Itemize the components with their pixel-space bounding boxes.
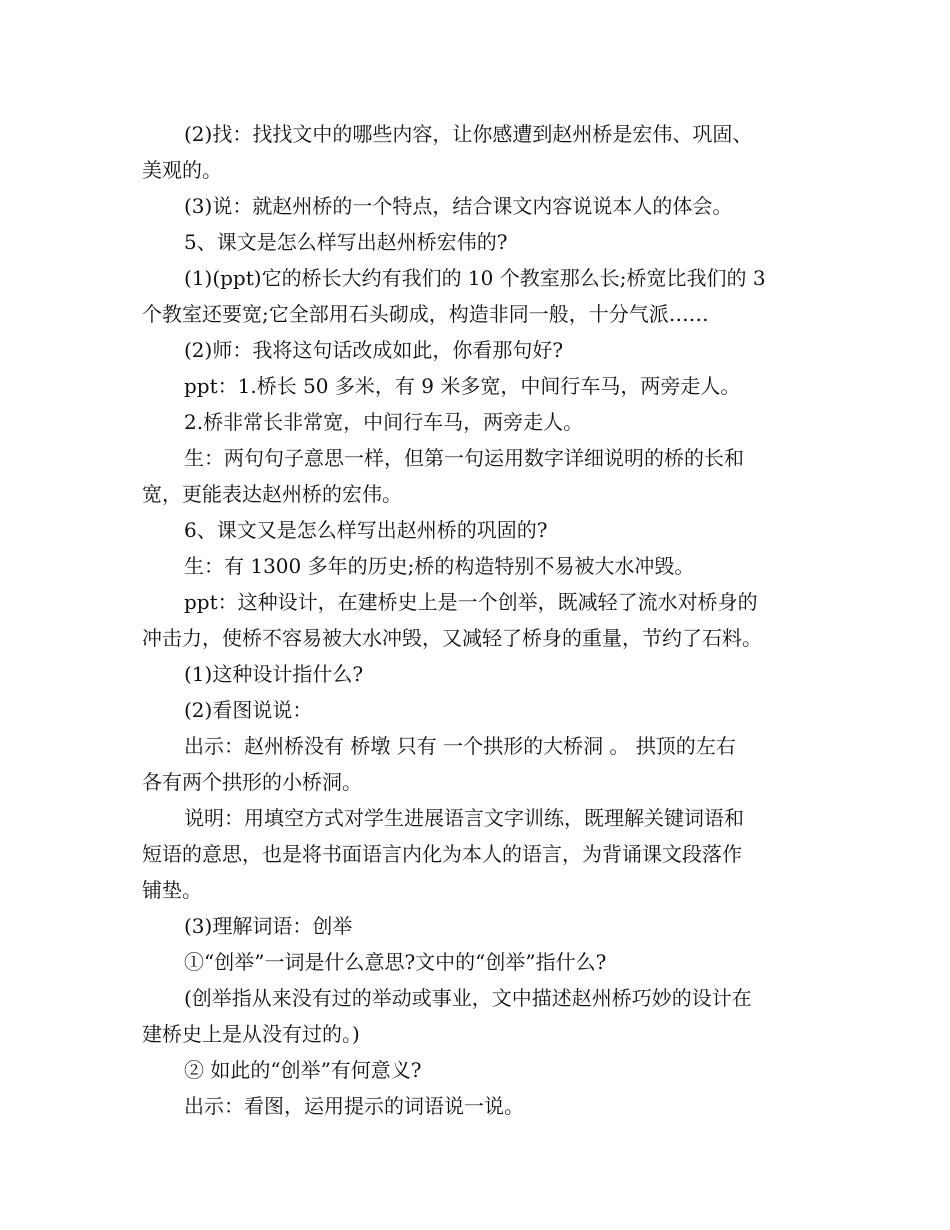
paragraph [142,800,812,908]
paragraph [142,512,812,548]
text-line: 2.桥非常长非常宽，中间行车马，两旁走人。 [184,410,584,434]
text-line: 宽，更能表达赵州桥的宏伟。 [142,482,402,506]
text-line: ppt：1.桥长 50 多米，有 9 米多宽，中间行车马，两旁走人。 [184,374,741,398]
text-line: (2)看图说说： [184,698,313,722]
text-line: 铺垫。 [142,878,202,902]
text-line: (2)找：找找文中的哪些内容，让你感遭到赵州桥是宏伟、巩固、 [184,122,753,146]
text-line: 美观的。 [142,158,222,182]
text-line: 各有两个拱形的小桥洞。 [142,770,362,794]
text-line: 短语的意思，也是将书面语言内化为本人的语言，为背诵课文段落作 [142,842,742,866]
paragraph [142,404,812,440]
paragraph [142,224,812,260]
text-line: ppt：这种设计，在建桥史上是一个创举，既减轻了流水对桥身的 [184,590,758,614]
paragraph [142,728,812,800]
paragraph [142,440,812,512]
paragraph [142,548,812,584]
text-line: ② 如此的“创举”有何意义? [184,1058,422,1082]
text-line: 说明：用填空方式对学生进展语言文字训练，既理解关键词语和 [184,806,744,830]
paragraph [142,584,812,656]
paragraph [142,908,812,944]
paragraph [142,656,812,692]
text-line: 生：有 1300 多年的历史;桥的构造特别不易被大水冲毁。 [184,554,695,578]
text-line: (3)说：就赵州桥的一个特点，结合课文内容说说本人的体会。 [184,194,733,218]
text-line: 建桥史上是从没有过的。) [142,1022,360,1046]
paragraph [142,332,812,368]
text-line: (3)理解词语：创举 [184,914,353,938]
text-line: 5、课文是怎么样写出赵州桥宏伟的? [184,230,508,254]
text-line: 出示：看图，运用提示的词语说一说。 [184,1094,524,1118]
paragraph [142,692,812,728]
paragraph [142,980,812,1052]
paragraph [142,260,812,332]
text-line: ①“创举”一词是什么意思?文中的“创举”指什么? [184,950,607,974]
paragraph [142,1052,812,1088]
text-line: 个教室还要宽;它全部用石头砌成，构造非同一般，十分气派…… [142,302,709,326]
paragraph [142,188,812,224]
text-line: 出示：赵州桥没有 桥墩 只有 一个拱形的大桥洞 。 拱顶的左右 [184,734,736,758]
paragraph [142,944,812,980]
text-line: (2)师：我将这句话改成如此，你看那句好? [184,338,564,362]
text-line: (1)这种设计指什么? [184,662,364,686]
text-line: 冲击力，使桥不容易被大水冲毁，又减轻了桥身的重量，节约了石料。 [142,626,762,650]
paragraph [142,116,812,188]
text-line: 6、课文又是怎么样写出赵州桥的巩固的? [184,518,548,542]
text-line: (创举指从来没有过的举动或事业，文中描述赵州桥巧妙的设计在 [184,986,752,1010]
text-line: 生：两句句子意思一样，但第一句运用数字详细说明的桥的长和 [184,446,744,470]
paragraph [142,1088,812,1124]
text-line: (1)(ppt)它的桥长大约有我们的 10 个教室那么长;桥宽比我们的 3 [184,266,766,290]
paragraph [142,368,812,404]
